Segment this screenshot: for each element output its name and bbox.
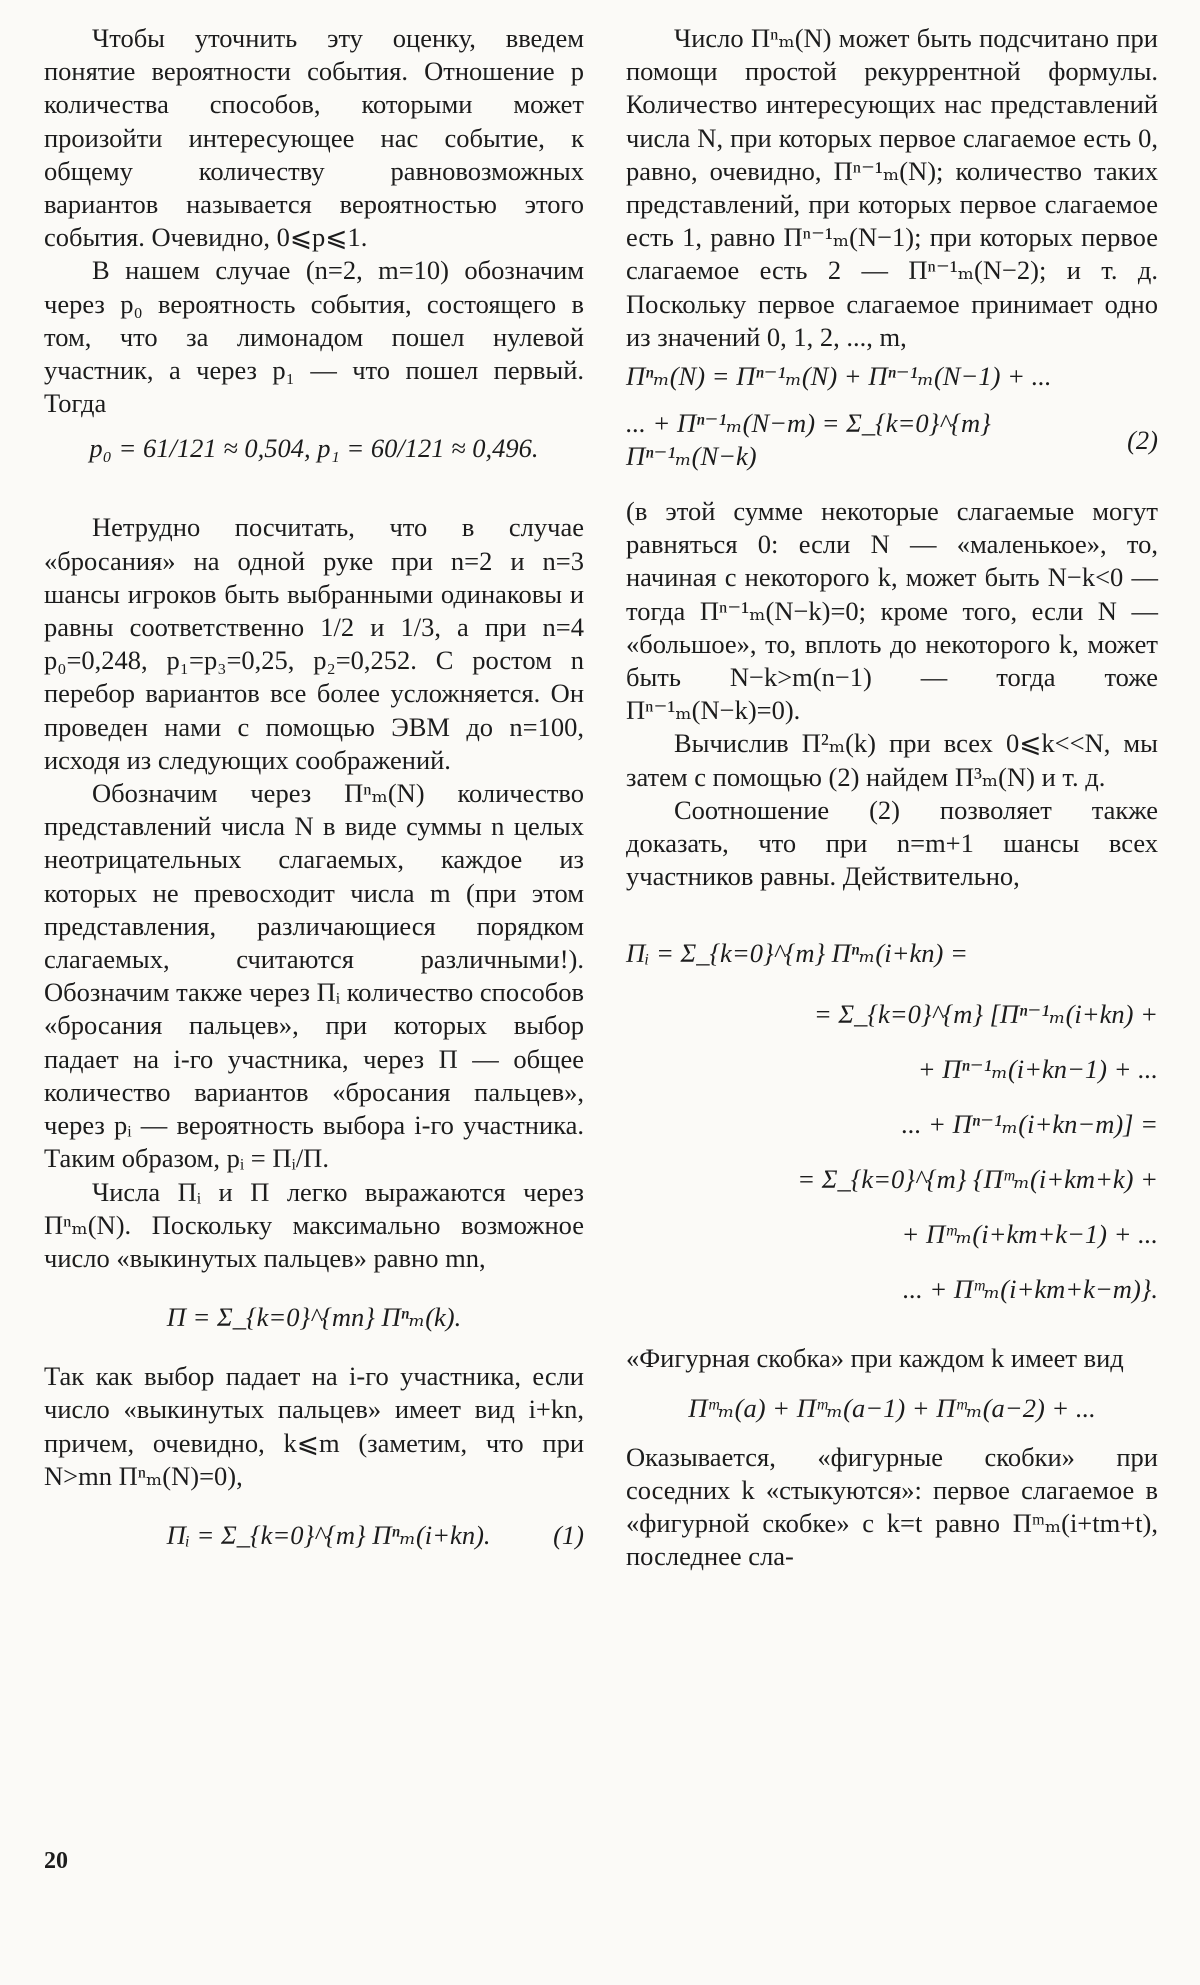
paragraph: Числа Πᵢ и Π легко выражаются через Πⁿₘ(N). Поскольку максимально возможное число «выкинутых пальцев» равно mn, [44, 1176, 584, 1273]
equation-number: (2) [1127, 424, 1158, 455]
equation-3-line-7: ... + Πᵐₘ(i+km+k−m)}. [902, 1274, 1158, 1305]
paragraph: Нетрудно посчитать, что в случае «бросания» на одной руке при n=2 и n=3 шансы игроков быть выбранными одинаковы и равны соответственно 1/2 и 1/3, а при n=4 p₀=0,248, p₁=p₃=0,25, p₂=0,252. С ростом n перебор вариантов все более усложняется. Он проведен нами с помощью ЭВМ до n=100, исходя из следующих соображений. [44, 512, 584, 775]
paragraph: «Фигурная скобка» при каждом k имеет вид [626, 1343, 1124, 1374]
equation-3-line-5: = Σ_{k=0}^{m} {Πᵐₘ(i+km+k) + [797, 1164, 1158, 1195]
paragraph: Соотношение (2) позволяет также доказать, что при n=m+1 шансы всех участников равны. Действительно, [626, 794, 1158, 892]
paragraph: Так как выбор падает на i-го участника, если число «выкинутых пальцев» имеет вид i+kn, причем, очевидно, k⩽m (заметим, что при N>mn Πⁿₘ(N)=0), [44, 1361, 584, 1491]
equation-1: Πᵢ = Σ_{k=0}^{m} Πⁿₘ(i+kn). [166, 1519, 491, 1550]
equation-4: Πᵐₘ(a) + Πᵐₘ(a−1) + Πᵐₘ(a−2) + ... [688, 1392, 1096, 1423]
equation-2-line-1: Πⁿₘ(N) = Πⁿ⁻¹ₘ(N) + Πⁿ⁻¹ₘ(N−1) + ... [626, 361, 1052, 392]
equation-2-row [626, 407, 1158, 473]
equation-probabilities: p₀ = 61/121 ≈ 0,504, p₁ = 60/121 ≈ 0,496. [89, 433, 539, 464]
right-column [626, 22, 1158, 1573]
paragraph: Обозначим через Πⁿₘ(N) количество представлений числа N в виде суммы n целых неотрицательных слагаемых, каждое из которых не превосходит числа m (при этом представления, различающиеся порядком слагаемых, считаются различными!). Обозначим также через Πᵢ количество способов «бросания пальцев», при которых выбор падает на i-го участника, через Π — общее количество вариантов «бросания пальцев», через pᵢ — вероятность выбора i-го участника. Таким образом, pᵢ = Πᵢ/Π. [44, 778, 584, 1174]
left-column [44, 22, 584, 1562]
equation-3-line-3: + Πⁿ⁻¹ₘ(i+kn−1) + ... [917, 1054, 1158, 1085]
paragraph: Чтобы уточнить эту оценку, введем понятие вероятности события. Отношение p количества способов, которыми может произойти интересующее нас событие, к общему количеству равновозможных вариантов называется вероятностью этого события. Очевидно, 0⩽p⩽1. [44, 23, 584, 253]
equation-2-line-2: ... + Πⁿ⁻¹ₘ(N−m) = Σ_{k=0}^{m} Πⁿ⁻¹ₘ(N−k) [626, 408, 991, 472]
equation-total: Π = Σ_{k=0}^{mn} Πⁿₘ(k). [166, 1302, 462, 1333]
paragraph: Вычислив Π²ₘ(k) при всех 0⩽k<<N, мы затем с помощью (2) найдем Π³ₘ(N) и т. д. [626, 728, 1158, 792]
equation-number: (1) [553, 1519, 584, 1550]
equation-3-line-6: + Πᵐₘ(i+km+k−1) + ... [901, 1219, 1158, 1250]
equation-3-line-2: = Σ_{k=0}^{m} [Πⁿ⁻¹ₘ(i+kn) + [813, 999, 1158, 1030]
paragraph: (в этой сумме некоторые слагаемые могут равняться 0: если N — «маленькое», то, начиная с некоторого k, может быть N−k<0 — тогда Πⁿ⁻¹ₘ(N−k)=0; кроме того, если N — «большое», то, вплоть до некоторого k, может быть N−k>m(n−1) — тогда тоже Πⁿ⁻¹ₘ(N−k)=0). [626, 496, 1158, 726]
paragraph: Оказывается, «фигурные скобки» при соседних k «стыкуются»: первое слагаемое в «фигурной скобке» с k=t равно Πᵐₘ(i+tm+t), последнее сла- [626, 1441, 1158, 1572]
paragraph: В нашем случае (n=2, m=10) обозначим через p₀ вероятность события, состоящего в том, что за лимонадом пошел нулевой участник, а через p₁ — что пошел первый. Тогда [44, 255, 584, 419]
equation-3-line-1: Πᵢ = Σ_{k=0}^{m} Πⁿₘ(i+kn) = [626, 938, 968, 969]
equation-3-line-4: ... + Πⁿ⁻¹ₘ(i+kn−m)] = [901, 1109, 1158, 1140]
page-number: 20 [44, 1848, 68, 1874]
equation-1-row [44, 1519, 584, 1552]
paragraph: Число Πⁿₘ(N) может быть подсчитано при помощи простой рекуррентной формулы. Количество интересующих нас представлений числа N, при которых первое слагаемое есть 0, равно, очевидно, Πⁿ⁻¹ₘ(N); количество таких представлений, при которых первое слагаемое есть 1, равно Πⁿ⁻¹ₘ(N−1); при которых первое слагаемое есть 2 — Πⁿ⁻¹ₘ(N−2); и т. д. Поскольку первое слагаемое принимает одно из значений 0, 1, 2, ..., m, [626, 23, 1158, 352]
